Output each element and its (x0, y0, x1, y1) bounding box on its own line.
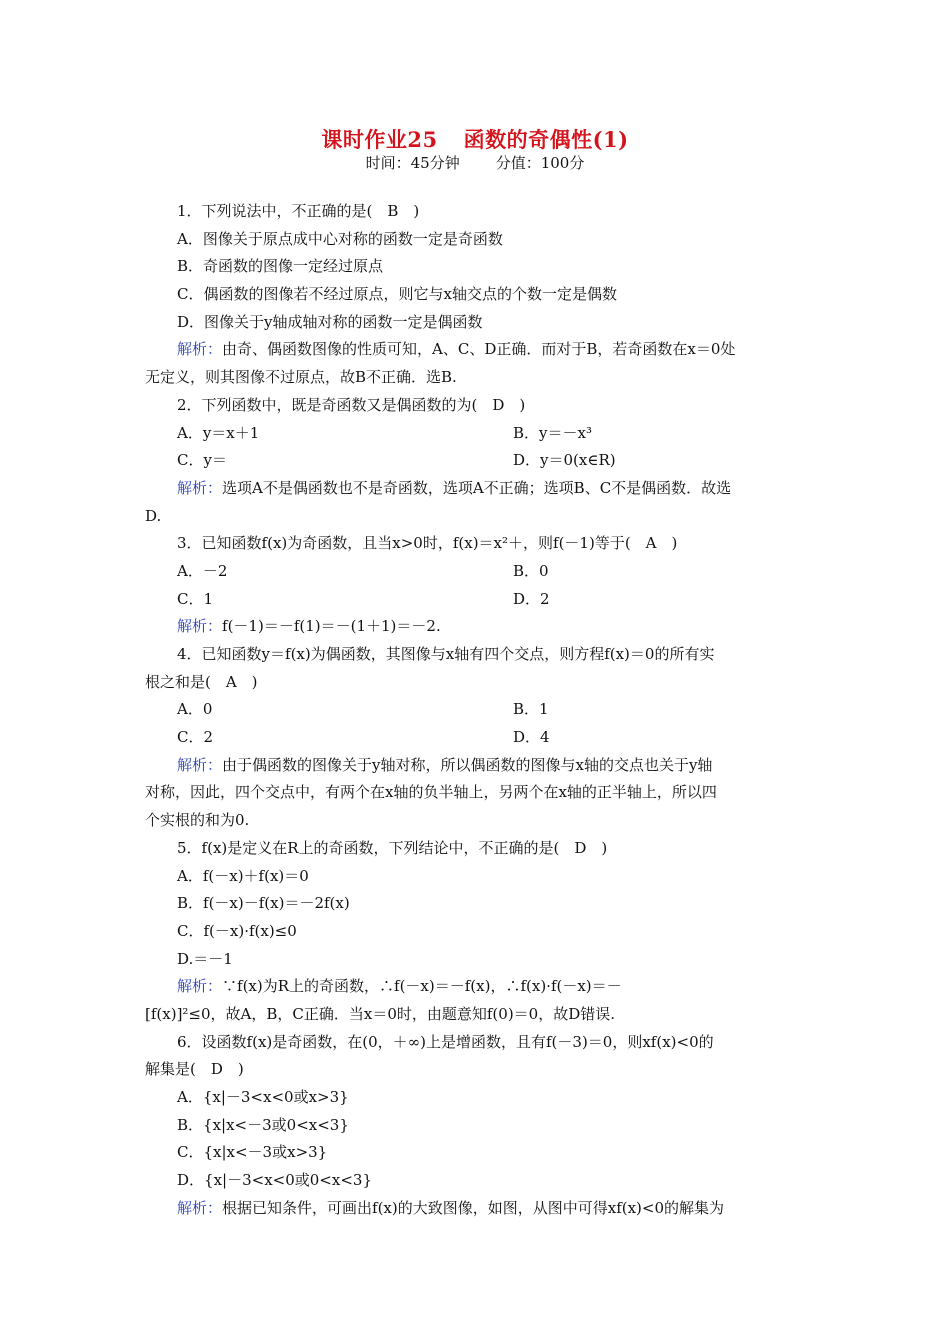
q6-analysis-line1: 根据已知条件，可画出f(x)的大致图像，如图，从图中可得xf(x)<0的解集为 (222, 1198, 725, 1217)
analysis-label: 解析： (177, 478, 223, 497)
q2-option-b: B．y＝－x³ (513, 423, 592, 442)
q2-option-c: C．y＝ (177, 451, 227, 470)
analysis-label: 解析： (177, 617, 223, 636)
q4-analysis-line3: 个实根的和为0. (145, 811, 250, 830)
q6-stem-line1: 6．设函数f(x)是奇函数，在(0，＋∞)上是增函数，且有f(－3)＝0，则xf(x)<0的 (177, 1032, 714, 1051)
q5-option-d: D.＝－1 (177, 949, 233, 968)
q3-option-c: C．1 (177, 589, 214, 608)
q6-option-c: C．{x|x<－3或x>3} (177, 1143, 328, 1162)
analysis-label: 解析： (177, 977, 223, 996)
q4-options-ab (145, 696, 810, 724)
q2-analysis-line2: D. (145, 506, 162, 525)
q6-analysis (145, 1195, 810, 1223)
page-title (0, 124, 950, 154)
q5-analysis-line1: ∵f(x)为R上的奇函数，∴f(－x)＝－f(x)，∴f(x)·f(－x)＝－ (222, 977, 622, 996)
q4-option-b: B．1 (513, 700, 549, 719)
q2-option-a: A．y＝x＋1 (177, 423, 260, 442)
title-left: 课时作业25 (321, 127, 438, 152)
q1-option-d: D．图像关于y轴成轴对称的函数一定是偶函数 (177, 312, 483, 331)
q5-stem: 5．f(x)是定义在R上的奇函数，下列结论中，不正确的是( D ) (177, 838, 608, 857)
q6-option-a: A．{x|－3<x<0或x>3} (177, 1088, 349, 1106)
q3-option-b: B．0 (513, 561, 549, 580)
q3-option-a: A．－2 (177, 561, 228, 580)
q3-analysis (145, 613, 810, 641)
time-limit: 时间：45分钟 (365, 154, 460, 172)
q4-analysis-line1: 由于偶函数的图像关于y轴对称，所以偶函数的图像与x轴的交点也关于y轴 (222, 755, 713, 774)
q4-stem-line2: 根之和是( A ) (145, 672, 258, 691)
q2-stem: 2．下列函数中，既是奇函数又是偶函数的为( D ) (177, 395, 526, 414)
q4-option-a: A．0 (177, 700, 213, 719)
q3-options-ab (145, 558, 810, 586)
q5-option-b: B．f(－x)－f(x)＝－2f(x) (177, 894, 350, 913)
q6-stem-line2: 解集是( D ) (145, 1060, 244, 1079)
q3-stem: 3．已知函数f(x)为奇函数，且当x>0时，f(x)＝x²＋，则f(－1)等于( A ) (177, 534, 678, 553)
q2-option-d: D．y＝0(x∈R) (513, 451, 616, 470)
analysis-label: 解析： (177, 755, 223, 774)
q2-options-cd (145, 447, 810, 475)
q5-option-a: A．f(－x)＋f(x)＝0 (177, 866, 309, 885)
q4-option-d: D．4 (513, 728, 550, 747)
q1-option-a: A．图像关于原点成中心对称的函数一定是奇函数 (177, 229, 503, 248)
q4-analysis (145, 752, 810, 780)
q4-stem-line1: 4．已知函数y＝f(x)为偶函数，其图像与x轴有四个交点，则方程f(x)＝0的所有实 (177, 645, 715, 663)
q4-options-cd (145, 724, 810, 752)
q1-option-c: C．偶函数的图像若不经过原点，则它与x轴交点的个数一定是偶数 (177, 285, 617, 304)
q4-option-c: C．2 (177, 728, 214, 747)
q3-option-d: D．2 (513, 589, 550, 608)
analysis-label: 解析： (177, 1198, 223, 1217)
q2-options-ab (145, 420, 810, 448)
q5-option-c: C．f(－x)·f(x)≤0 (177, 921, 297, 940)
q2-analysis (145, 475, 810, 503)
q1-analysis-line2: 无定义，则其图像不过原点，故B不正确．选B. (145, 368, 457, 387)
q1-option-b: B．奇函数的图像一定经过原点 (177, 257, 384, 276)
q6-option-b: B．{x|x<－3或0<x<3} (177, 1115, 349, 1134)
q1-analysis (145, 336, 810, 364)
q1-analysis-line1: 由奇、偶函数图像的性质可知，A、C、D正确．而对于B，若奇函数在x＝0处 (222, 340, 736, 359)
question-list (145, 198, 810, 1222)
q4-analysis-line2: 对称，因此，四个交点中，有两个在x轴的负半轴上，另两个在x轴的正半轴上，所以四 (145, 783, 717, 802)
analysis-label: 解析： (177, 340, 223, 359)
exam-meta (0, 152, 950, 173)
q5-analysis (145, 973, 810, 1001)
q1-stem: 1．下列说法中，不正确的是( B ) (177, 202, 420, 220)
q5-analysis-line2: [f(x)]²≤0，故A，B，C正确．当x＝0时，由题意知f(0)＝0，故D错误. (145, 1004, 616, 1023)
q2-analysis-line1: 选项A不是偶函数也不是奇函数，选项A不正确；选项B、C不是偶函数．故选 (222, 478, 732, 497)
title-right: 函数的奇偶性(1) (463, 127, 629, 152)
q6-option-d: D．{x|－3<x<0或0<x<3} (177, 1171, 372, 1190)
q3-analysis-line1: f(－1)＝－f(1)＝－(1＋1)＝－2. (222, 617, 441, 636)
q3-options-cd (145, 586, 810, 614)
score-total: 分值：100分 (495, 154, 585, 172)
